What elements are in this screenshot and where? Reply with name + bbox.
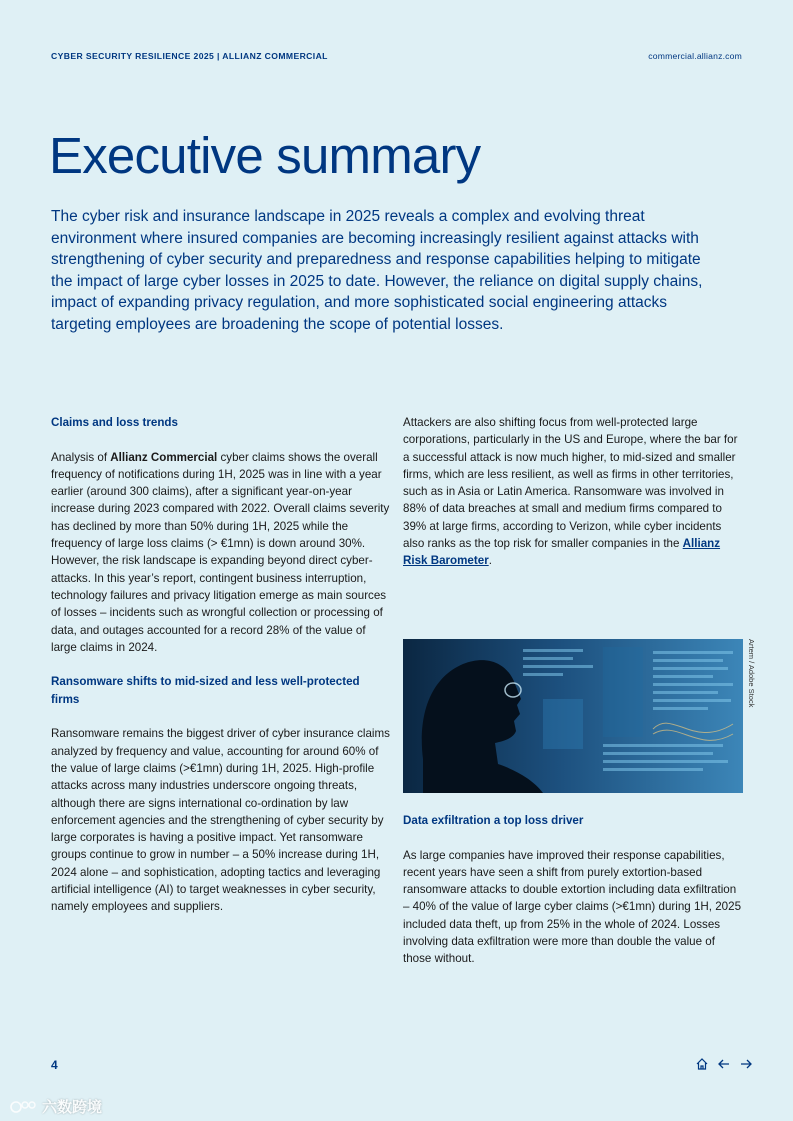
right-column-bottom bbox=[403, 812, 743, 968]
ransomware-heading: Ransomware shifts to mid-sized and less well-protected firms bbox=[51, 675, 360, 706]
attackers-paragraph bbox=[403, 414, 743, 570]
page-navigation bbox=[694, 1056, 754, 1072]
watermark-logo-icon bbox=[8, 1099, 38, 1115]
home-icon[interactable] bbox=[694, 1056, 710, 1072]
photo-credit: Artem / Adobe Stock bbox=[747, 639, 756, 708]
arrow-right-icon[interactable] bbox=[738, 1056, 754, 1072]
right-column-top bbox=[403, 414, 743, 570]
watermark-text: 六数跨境 bbox=[42, 1099, 103, 1116]
exfiltration-heading: Data exfiltration a top loss driver bbox=[403, 814, 584, 827]
claims-text-prefix: Analysis of bbox=[51, 450, 111, 464]
intro-paragraph: The cyber risk and insurance landscape in 2025 reveals a complex and evolving threat environment where insured companies are becoming increasingly resilient against attacks with strengthening of cyber security and preparedness and response capabilities helping to mitigate the impact of large cyber losses in 2025 to date. However, the reliance on digital supply chains, impact of expanding privacy regulation, and more sophisticated social engineering attacks targeting employees are broadening the scope of potential losses. bbox=[51, 208, 703, 333]
claims-text-bold: Allianz Commercial bbox=[110, 450, 218, 464]
cyber-analyst-photo bbox=[403, 639, 743, 793]
exfiltration-paragraph: As large companies have improved their response capabilities, recent years have seen a shift from purely extortion-based ransomware attacks to double extortion including data exfiltration – 40% of the value of large cyber claims (>€1mn) during 1H, 2025 included data theft, up from 25% in the whole of 2024. Losses involving data exfiltration were more than double the value of those without. bbox=[403, 848, 742, 966]
watermark bbox=[8, 1096, 102, 1117]
attackers-text-end: . bbox=[488, 554, 492, 568]
attackers-text: Attackers are also shifting focus from well-protected large corporations, particularly in the US and Europe, where the bar for a successful attack is now much higher, to mid-sized and smaller firms, which are less resilient, as well as firms in other territories, such as in Asia or Latin America. Ransomware was involved in 88% of data breaches at small and medium firms compared to 39% at large firms, according to Verizon, while cyber incidents also ranks as the top risk for smaller companies in the bbox=[403, 416, 738, 551]
ransomware-paragraph: Ransomware remains the biggest driver of cyber insurance claims analyzed by frequency and value, accounting for around 60% of the value of large claims (>€1mn) during 1H, 2025. High-profile attacks across many industries underscore ongoing threats, although there are signs international co-ordination by law enforcement agencies and the strengthening of cyber security by large corporates is having a positive impact. Yet ransomware groups continue to grow in number – a 50% increase during 1H, 2024 alone – and sophistication, adopting tactics and leveraging artificial intelligence (AI) to target weaknesses in cyber security, namely employees and suppliers. bbox=[51, 727, 390, 914]
header-website-link[interactable]: commercial.allianz.com bbox=[648, 51, 742, 61]
claims-heading: Claims and loss trends bbox=[51, 416, 178, 429]
page-number: 4 bbox=[51, 1058, 58, 1072]
arrow-left-icon[interactable] bbox=[716, 1056, 732, 1072]
risk-barometer-link[interactable]: Allianz Risk Barometer bbox=[403, 537, 721, 568]
page-title: Executive summary bbox=[49, 127, 481, 184]
claims-paragraph bbox=[51, 449, 391, 657]
claims-text-rest: cyber claims shows the overall frequency of notifications during 1H, 2025 was in line with a year earlier (around 300 claims), after a significant year-on-year increase during 2023 compared with 2022. Overall claims severity has declined by more than 50% during 1H, 2025 while the frequency of large loss claims (> €1mn) is down around 30%. However, the risk landscape is expanding beyond direct cyber-attacks. In this year’s report, contingent business interruption, technology failures and privacy litigation emerge as main sources of losses – incidents such as wrongful collection or processing of data, and outages accounted for a record 28% of the value of large claims in 2024. bbox=[51, 450, 390, 654]
left-column bbox=[51, 414, 391, 916]
header-report-title: CYBER SECURITY RESILIENCE 2025 | ALLIANZ COMMERCIAL bbox=[51, 51, 328, 61]
